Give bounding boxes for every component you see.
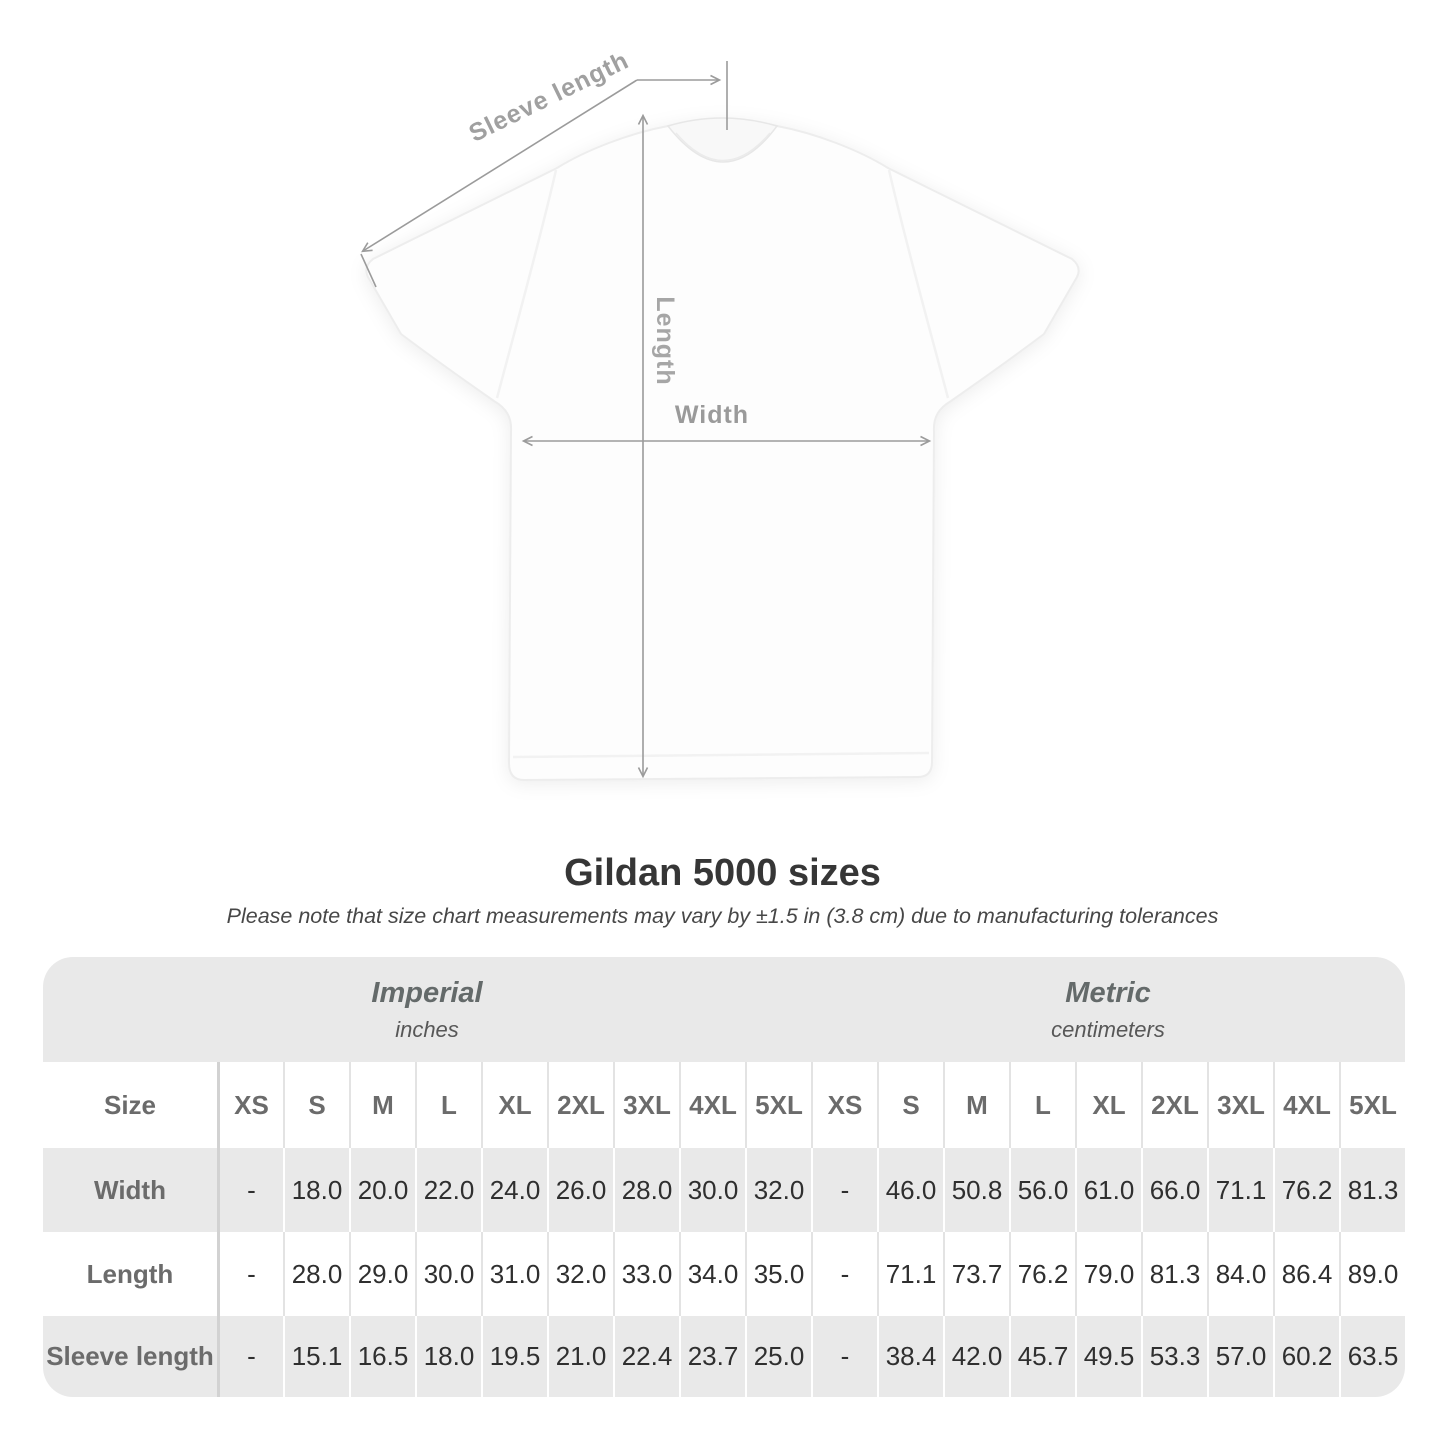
value-cell: 19.5 <box>481 1316 547 1397</box>
sleeve-length-label: Sleeve length <box>464 46 634 148</box>
value-cell: 30.0 <box>415 1232 481 1316</box>
value-cell: 18.0 <box>415 1316 481 1397</box>
value-cell: 79.0 <box>1075 1232 1141 1316</box>
row-label: Length <box>43 1232 217 1316</box>
value-cell: 26.0 <box>547 1148 613 1232</box>
value-cell: 29.0 <box>349 1232 415 1316</box>
value-cell: 63.5 <box>1339 1316 1405 1397</box>
value-cell: 38.4 <box>877 1316 943 1397</box>
size-table <box>43 957 1405 1397</box>
value-cell: 16.5 <box>349 1316 415 1397</box>
size-cell: XS <box>811 1062 877 1148</box>
size-cell: XL <box>1075 1062 1141 1148</box>
value-cell: 25.0 <box>745 1316 811 1397</box>
group-header-metric <box>811 957 1405 1062</box>
size-cell: M <box>349 1062 415 1148</box>
value-cell: 81.3 <box>1339 1148 1405 1232</box>
value-cell: 46.0 <box>877 1148 943 1232</box>
value-cell: 33.0 <box>613 1232 679 1316</box>
size-cell: 4XL <box>679 1062 745 1148</box>
value-cell: 76.2 <box>1273 1148 1339 1232</box>
metric-unit: centimeters <box>1051 1016 1165 1042</box>
value-cell: - <box>811 1316 877 1397</box>
value-cell: 73.7 <box>943 1232 1009 1316</box>
group-header-imperial <box>43 957 811 1062</box>
tshirt-body <box>366 120 1078 781</box>
length-label: Length <box>651 296 679 386</box>
tshirt-image <box>366 118 1078 780</box>
value-cell: 66.0 <box>1141 1148 1207 1232</box>
row-label: Sleeve length <box>43 1316 217 1397</box>
size-cell: 2XL <box>547 1062 613 1148</box>
size-cell: 4XL <box>1273 1062 1339 1148</box>
value-cell: 31.0 <box>481 1232 547 1316</box>
size-cell: XL <box>481 1062 547 1148</box>
value-cell: 35.0 <box>745 1232 811 1316</box>
value-cell: 30.0 <box>679 1148 745 1232</box>
value-cell: 34.0 <box>679 1232 745 1316</box>
size-cell: XS <box>217 1062 283 1148</box>
value-cell: 71.1 <box>877 1232 943 1316</box>
metric-label: Metric <box>1065 976 1151 1009</box>
value-cell: - <box>811 1148 877 1232</box>
size-cell: 3XL <box>1207 1062 1273 1148</box>
size-cell: 3XL <box>613 1062 679 1148</box>
value-cell: 84.0 <box>1207 1232 1273 1316</box>
value-cell: 18.0 <box>283 1148 349 1232</box>
value-cell: 86.4 <box>1273 1232 1339 1316</box>
value-cell: 28.0 <box>613 1148 679 1232</box>
page-title: Gildan 5000 sizes <box>564 852 881 894</box>
value-cell: 21.0 <box>547 1316 613 1397</box>
value-cell: 23.7 <box>679 1316 745 1397</box>
value-cell: 71.1 <box>1207 1148 1273 1232</box>
value-cell: 20.0 <box>349 1148 415 1232</box>
value-cell: 61.0 <box>1075 1148 1141 1232</box>
page-subtitle: Please note that size chart measurements may vary by ±1.5 in (3.8 cm) due to manufacturing tolerances <box>226 904 1219 928</box>
value-cell: 53.3 <box>1141 1316 1207 1397</box>
value-cell: - <box>217 1148 283 1232</box>
size-cell: L <box>1009 1062 1075 1148</box>
value-cell: 50.8 <box>943 1148 1009 1232</box>
size-cell: L <box>415 1062 481 1148</box>
width-label: Width <box>674 401 750 429</box>
value-cell: 32.0 <box>745 1148 811 1232</box>
value-cell: 22.4 <box>613 1316 679 1397</box>
value-cell: 45.7 <box>1009 1316 1075 1397</box>
size-cell: 2XL <box>1141 1062 1207 1148</box>
size-cell: 5XL <box>1339 1062 1405 1148</box>
value-cell: 89.0 <box>1339 1232 1405 1316</box>
size-cell: M <box>943 1062 1009 1148</box>
size-cell: S <box>283 1062 349 1148</box>
value-cell: 24.0 <box>481 1148 547 1232</box>
value-cell: 22.0 <box>415 1148 481 1232</box>
value-cell: 42.0 <box>943 1316 1009 1397</box>
size-cell: S <box>877 1062 943 1148</box>
value-cell: - <box>811 1232 877 1316</box>
value-cell: 28.0 <box>283 1232 349 1316</box>
value-cell: - <box>217 1232 283 1316</box>
value-cell: 56.0 <box>1009 1148 1075 1232</box>
value-cell: 15.1 <box>283 1316 349 1397</box>
size-cell: 5XL <box>745 1062 811 1148</box>
value-cell: 81.3 <box>1141 1232 1207 1316</box>
imperial-label: Imperial <box>371 976 483 1009</box>
value-cell: 49.5 <box>1075 1316 1141 1397</box>
value-cell: 57.0 <box>1207 1316 1273 1397</box>
value-cell: 76.2 <box>1009 1232 1075 1316</box>
value-cell: 60.2 <box>1273 1316 1339 1397</box>
value-cell: - <box>217 1316 283 1397</box>
value-cell: 32.0 <box>547 1232 613 1316</box>
row-label: Width <box>43 1148 217 1232</box>
imperial-unit: inches <box>395 1016 459 1042</box>
size-header-cell: Size <box>43 1062 217 1148</box>
